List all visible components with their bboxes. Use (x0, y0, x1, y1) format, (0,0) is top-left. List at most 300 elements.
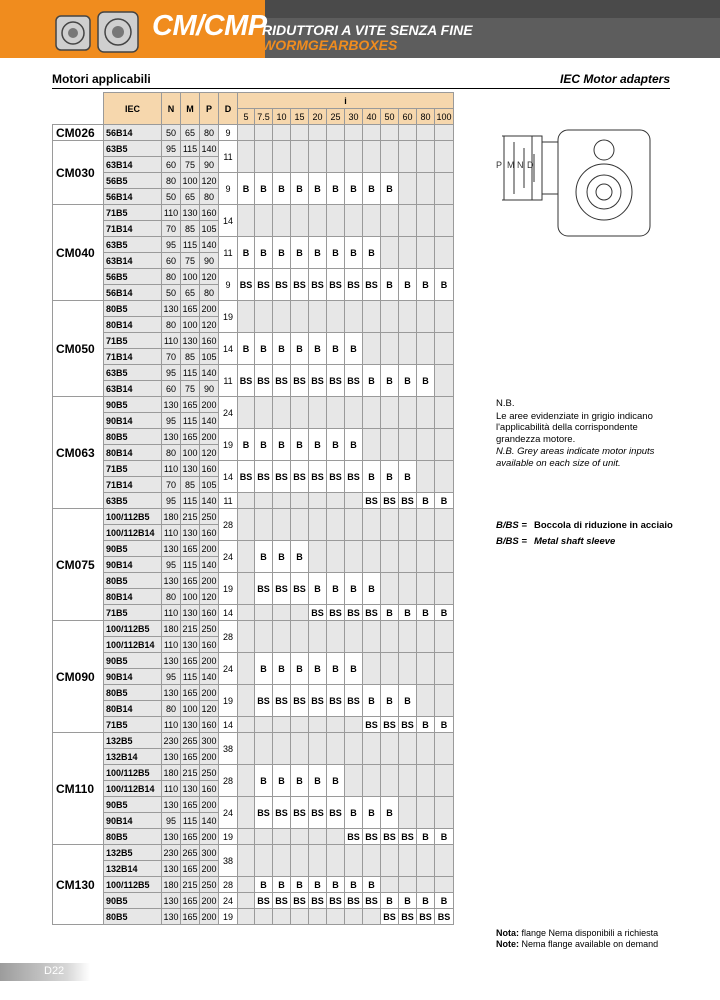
compat-cell (381, 397, 399, 429)
compat-cell (417, 877, 435, 893)
dim-p: 250 (200, 621, 219, 637)
compat-cell (417, 461, 435, 493)
dim-m: 130 (181, 333, 200, 349)
compat-cell: B (327, 333, 345, 365)
compat-cell (345, 909, 363, 925)
compat-cell: B (309, 173, 327, 205)
dim-n: 130 (162, 861, 181, 877)
compat-cell: B (363, 365, 381, 397)
iec-code: 80B14 (104, 317, 162, 333)
ratio-header: 7.5 (255, 109, 273, 125)
compat-cell: BS (363, 717, 381, 733)
compat-cell (435, 461, 454, 493)
dim-d: 24 (219, 397, 238, 429)
dim-n: 110 (162, 637, 181, 653)
dim-p: 250 (200, 877, 219, 893)
compat-cell: B (291, 541, 309, 573)
iec-code: 80B5 (104, 301, 162, 317)
compat-cell (381, 205, 399, 237)
compat-cell: B (345, 797, 363, 829)
compat-cell: B (327, 173, 345, 205)
compat-cell (273, 717, 291, 733)
dim-d: 11 (219, 365, 238, 397)
compat-cell (435, 365, 454, 397)
compat-cell (363, 141, 381, 173)
nota-text: flange Nema disponibili a richiesta (521, 928, 659, 938)
compat-cell (399, 125, 417, 141)
dim-n: 60 (162, 157, 181, 173)
compat-cell (309, 205, 327, 237)
compat-cell: BS (255, 461, 273, 493)
dim-d-label: D (527, 160, 534, 170)
compat-cell: B (238, 333, 255, 365)
compat-cell (238, 301, 255, 333)
table-row (53, 365, 454, 381)
compat-cell: BS (291, 365, 309, 397)
dim-p: 140 (200, 413, 219, 429)
compat-cell (309, 541, 327, 573)
dim-d: 24 (219, 893, 238, 909)
compat-cell (417, 141, 435, 173)
size-label: CM063 (53, 397, 104, 509)
iec-code: 80B14 (104, 445, 162, 461)
dim-p: 200 (200, 653, 219, 669)
head-d: D (219, 93, 238, 125)
compat-cell: B (255, 653, 273, 685)
dim-p: 140 (200, 141, 219, 157)
dim-m: 165 (181, 797, 200, 813)
compat-cell: B (435, 269, 454, 301)
size-label: CM130 (53, 845, 104, 925)
compat-cell (255, 493, 273, 509)
size-label: CM040 (53, 205, 104, 301)
dim-n: 95 (162, 413, 181, 429)
dim-m: 215 (181, 877, 200, 893)
dim-p: 200 (200, 797, 219, 813)
compat-cell (399, 397, 417, 429)
compat-cell: BS (255, 365, 273, 397)
compat-cell (255, 205, 273, 237)
compat-cell: BS (399, 717, 417, 733)
compat-cell: B (381, 461, 399, 493)
compat-cell (381, 573, 399, 605)
compat-cell (255, 717, 273, 733)
compat-cell: B (273, 173, 291, 205)
compat-cell (363, 733, 381, 765)
table-row (53, 605, 454, 621)
dim-p: 160 (200, 333, 219, 349)
compat-cell (435, 125, 454, 141)
compat-cell: B (435, 605, 454, 621)
compat-cell (417, 429, 435, 461)
dim-n: 180 (162, 509, 181, 525)
compat-cell (417, 845, 435, 877)
dim-n: 130 (162, 749, 181, 765)
dim-m: 100 (181, 701, 200, 717)
compat-cell (238, 909, 255, 925)
header-title-it: RIDUTTORI A VITE SENZA FINE (262, 22, 473, 38)
compat-cell: BS (273, 797, 291, 829)
note-text: Nema flange available on demand (521, 939, 659, 949)
compat-cell: B (309, 333, 327, 365)
note-italian: Le aree evidenziate in grigio indicano l'applicabilità della corrispondente grandezza motore. (496, 410, 653, 445)
compat-cell: B (417, 829, 435, 845)
iec-code: 56B5 (104, 173, 162, 189)
dim-n: 50 (162, 285, 181, 301)
compat-cell (345, 493, 363, 509)
compat-cell (435, 333, 454, 365)
compat-cell (291, 621, 309, 653)
motor-adapter-table (52, 92, 454, 925)
compat-cell: B (309, 877, 327, 893)
head-i: i (238, 93, 454, 109)
compat-cell (309, 717, 327, 733)
dim-n: 130 (162, 909, 181, 925)
head-m: M (181, 93, 200, 125)
iec-code: 71B14 (104, 221, 162, 237)
dim-d: 19 (219, 685, 238, 717)
dim-n: 130 (162, 653, 181, 669)
dim-m: 215 (181, 621, 200, 637)
compat-cell (238, 733, 255, 765)
compat-cell: BS (345, 269, 363, 301)
compat-cell (273, 605, 291, 621)
compat-cell (417, 621, 435, 653)
compat-cell (363, 205, 381, 237)
compat-cell (417, 173, 435, 205)
size-label: CM030 (53, 141, 104, 205)
section-title-en: IEC Motor adapters (559, 72, 670, 86)
ratio-header: 80 (417, 109, 435, 125)
dim-m: 115 (181, 557, 200, 573)
compat-cell: B (381, 797, 399, 829)
dim-m: 165 (181, 301, 200, 317)
dim-m: 130 (181, 781, 200, 797)
dim-n: 110 (162, 781, 181, 797)
compat-cell: BS (327, 893, 345, 909)
compat-cell (435, 429, 454, 461)
iec-code: 80B5 (104, 909, 162, 925)
dim-p: 200 (200, 397, 219, 413)
compat-cell (363, 301, 381, 333)
dim-n: 110 (162, 205, 181, 221)
compat-cell: B (273, 333, 291, 365)
compat-cell (417, 797, 435, 829)
dim-d: 19 (219, 429, 238, 461)
dim-m: 265 (181, 845, 200, 861)
dim-m: 115 (181, 237, 200, 253)
dim-p: 160 (200, 637, 219, 653)
compat-cell: B (238, 173, 255, 205)
compat-cell: B (381, 173, 399, 205)
compat-cell (255, 829, 273, 845)
dim-m: 165 (181, 909, 200, 925)
compat-cell (327, 397, 345, 429)
dim-m: 115 (181, 365, 200, 381)
table-row (53, 269, 454, 285)
compat-cell (435, 397, 454, 429)
iec-code: 90B5 (104, 541, 162, 557)
iec-code: 71B14 (104, 349, 162, 365)
dim-n: 70 (162, 477, 181, 493)
dim-n: 130 (162, 685, 181, 701)
dim-n: 50 (162, 189, 181, 205)
dim-n: 95 (162, 237, 181, 253)
compat-cell (399, 509, 417, 541)
compat-cell: B (273, 653, 291, 685)
dim-m: 100 (181, 317, 200, 333)
compat-cell: BS (327, 605, 345, 621)
gearbox-drawing (482, 122, 670, 242)
head-p: P (200, 93, 219, 125)
iec-code: 80B14 (104, 589, 162, 605)
compat-cell (381, 237, 399, 269)
compat-cell: B (381, 365, 399, 397)
dim-p: 140 (200, 365, 219, 381)
compat-cell (291, 141, 309, 173)
compat-cell: B (255, 429, 273, 461)
compat-cell (417, 397, 435, 429)
compat-cell: BS (273, 893, 291, 909)
dim-n: 110 (162, 717, 181, 733)
iec-code: 63B14 (104, 157, 162, 173)
compat-cell: B (381, 893, 399, 909)
page-number: D22 (44, 965, 65, 977)
dim-n: 80 (162, 269, 181, 285)
compat-cell (417, 733, 435, 765)
dim-d: 14 (219, 605, 238, 621)
compat-cell (399, 541, 417, 573)
compat-cell (435, 205, 454, 237)
dim-p: 160 (200, 781, 219, 797)
dim-n: 180 (162, 765, 181, 781)
compat-cell (327, 205, 345, 237)
compat-cell: BS (327, 797, 345, 829)
compat-cell: B (345, 333, 363, 365)
compat-cell: B (345, 173, 363, 205)
compat-cell (399, 333, 417, 365)
compat-cell (417, 765, 435, 797)
compat-cell: B (435, 493, 454, 509)
compat-cell: B (291, 333, 309, 365)
compat-cell (381, 653, 399, 685)
iec-code: 90B14 (104, 413, 162, 429)
legend-text-it: Boccola di riduzione in acciaio (534, 520, 673, 531)
compat-cell (345, 125, 363, 141)
compat-cell: BS (345, 829, 363, 845)
dim-m: 165 (181, 749, 200, 765)
dim-n: 60 (162, 381, 181, 397)
dim-n: 50 (162, 125, 181, 141)
dim-p: 250 (200, 765, 219, 781)
compat-cell: BS (363, 269, 381, 301)
dim-d: 11 (219, 141, 238, 173)
compat-cell (417, 205, 435, 237)
dim-m: 165 (181, 829, 200, 845)
table-row (53, 685, 454, 701)
compat-cell (363, 765, 381, 797)
dim-n: 230 (162, 845, 181, 861)
compat-cell (399, 205, 417, 237)
dim-m: 165 (181, 893, 200, 909)
compat-cell: BS (309, 365, 327, 397)
compat-cell: BS (255, 797, 273, 829)
compat-cell (417, 653, 435, 685)
compat-cell (327, 301, 345, 333)
section-rule (52, 88, 670, 89)
compat-cell (273, 205, 291, 237)
dim-n: 95 (162, 493, 181, 509)
dim-d: 14 (219, 717, 238, 733)
compat-cell: BS (273, 685, 291, 717)
compat-cell (381, 429, 399, 461)
dim-m: 65 (181, 189, 200, 205)
size-label: CM110 (53, 733, 104, 845)
nema-note (496, 928, 658, 950)
compat-cell (399, 237, 417, 269)
dim-d: 28 (219, 877, 238, 893)
compat-cell (238, 605, 255, 621)
compat-cell: BS (255, 573, 273, 605)
dim-p: 200 (200, 429, 219, 445)
iec-code: 56B14 (104, 285, 162, 301)
dim-p: 200 (200, 685, 219, 701)
compat-cell: B (345, 429, 363, 461)
compat-cell (273, 125, 291, 141)
dim-p: 160 (200, 605, 219, 621)
compat-cell: B (255, 333, 273, 365)
compat-cell: BS (327, 365, 345, 397)
ratio-header: 10 (273, 109, 291, 125)
compat-cell (381, 765, 399, 797)
compat-cell: B (399, 461, 417, 493)
compat-cell: B (273, 429, 291, 461)
compat-cell: B (327, 765, 345, 797)
brand-title: CM/CMP (152, 10, 267, 42)
dim-m: 75 (181, 157, 200, 173)
compat-cell (417, 125, 435, 141)
compat-cell: BS (238, 461, 255, 493)
table-row (53, 717, 454, 733)
table-row (53, 573, 454, 589)
table-row (53, 893, 454, 909)
compat-cell (255, 125, 273, 141)
dim-d: 19 (219, 301, 238, 333)
dim-n: 80 (162, 701, 181, 717)
iec-code: 63B5 (104, 141, 162, 157)
dim-n: 95 (162, 365, 181, 381)
compat-cell (381, 541, 399, 573)
compat-cell (327, 717, 345, 733)
compat-cell: B (255, 237, 273, 269)
compat-cell (399, 301, 417, 333)
dim-p: 200 (200, 301, 219, 317)
compat-cell (273, 493, 291, 509)
compat-cell: B (399, 685, 417, 717)
dim-d: 19 (219, 909, 238, 925)
compat-cell (238, 493, 255, 509)
compat-cell: B (309, 429, 327, 461)
compat-cell (255, 733, 273, 765)
compat-cell: BS (363, 829, 381, 845)
dim-p: 105 (200, 221, 219, 237)
compat-cell (435, 653, 454, 685)
dim-n: 130 (162, 829, 181, 845)
compat-cell (363, 541, 381, 573)
iec-code: 71B5 (104, 717, 162, 733)
legend-text-en: Metal shaft sleeve (534, 535, 616, 547)
dim-n: 70 (162, 349, 181, 365)
compat-cell (291, 733, 309, 765)
iec-code: 71B5 (104, 205, 162, 221)
compat-cell (238, 765, 255, 797)
iec-code: 132B14 (104, 749, 162, 765)
compat-cell (327, 829, 345, 845)
compat-cell: BS (399, 829, 417, 845)
compat-cell (435, 573, 454, 605)
compat-cell (238, 685, 255, 717)
legend-key-en: B/BS = (496, 535, 527, 547)
dim-m: 130 (181, 717, 200, 733)
compat-cell (381, 141, 399, 173)
ratio-header: 25 (327, 109, 345, 125)
compat-cell: B (417, 893, 435, 909)
dim-p: 200 (200, 541, 219, 557)
head-n: N (162, 93, 181, 125)
compat-cell (273, 301, 291, 333)
iec-code: 71B5 (104, 461, 162, 477)
dim-p: 140 (200, 669, 219, 685)
compat-cell: B (273, 877, 291, 893)
dim-m: 100 (181, 173, 200, 189)
dim-m: 75 (181, 381, 200, 397)
compat-cell (238, 877, 255, 893)
head-iec: IEC (104, 93, 162, 125)
compat-cell: B (255, 877, 273, 893)
dim-m-label: M (507, 160, 515, 170)
compat-cell (238, 573, 255, 605)
compat-cell: BS (327, 685, 345, 717)
compat-cell: BS (291, 893, 309, 909)
compat-cell (417, 333, 435, 365)
dim-p: 200 (200, 829, 219, 845)
dim-p: 105 (200, 477, 219, 493)
compat-cell: B (363, 237, 381, 269)
table-row (53, 765, 454, 781)
compat-cell: BS (381, 493, 399, 509)
dim-p: 160 (200, 205, 219, 221)
iec-code: 100/112B14 (104, 781, 162, 797)
dim-m: 130 (181, 205, 200, 221)
compat-cell (435, 509, 454, 541)
compat-cell (238, 205, 255, 237)
compat-cell: B (399, 605, 417, 621)
table-row (53, 173, 454, 189)
compat-cell (381, 845, 399, 877)
compat-cell: BS (363, 893, 381, 909)
compat-cell (238, 397, 255, 429)
compat-cell: BS (381, 909, 399, 925)
ratio-header: 15 (291, 109, 309, 125)
compat-cell (345, 717, 363, 733)
iec-code: 80B5 (104, 829, 162, 845)
compat-cell: BS (291, 685, 309, 717)
note-label: Note: (496, 939, 519, 949)
dim-n: 95 (162, 141, 181, 157)
compat-cell (345, 509, 363, 541)
compat-cell: B (363, 797, 381, 829)
compat-cell (435, 141, 454, 173)
